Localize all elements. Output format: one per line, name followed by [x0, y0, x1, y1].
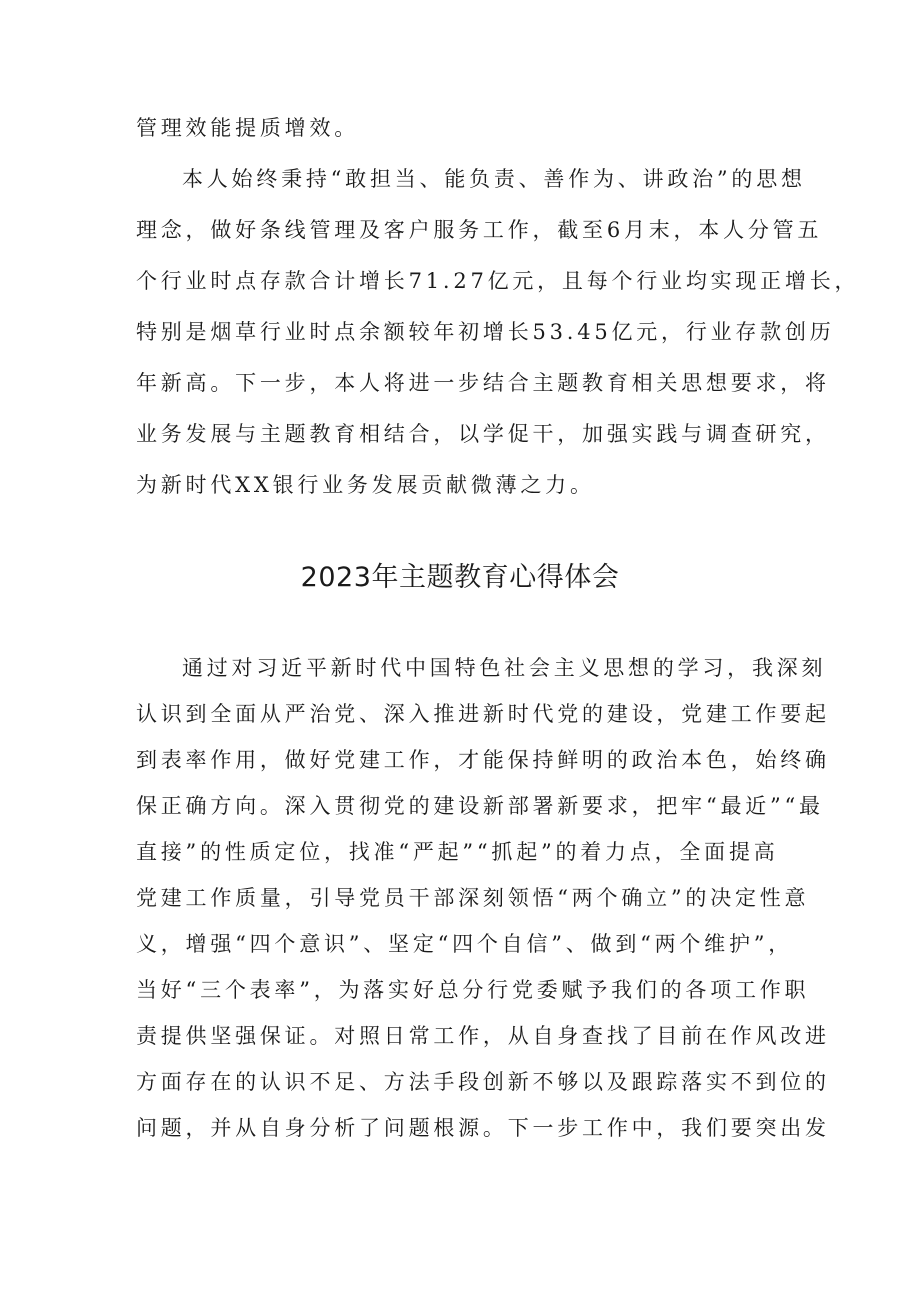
text-line: 理念，做好条线管理及客户服务工作，截至6月末，本人分管五: [136, 218, 823, 242]
text-line: 到表率作用，做好党建工作，才能保持鲜明的政治本色，始终确: [136, 748, 830, 772]
text-line: 直接”的性质定位，找准“严起”“抓起”的着力点，全面提高: [136, 840, 779, 864]
text-line: 通过对习近平新时代中国特色社会主义思想的学习，我深刻: [182, 656, 827, 680]
text-line: 方面存在的认识不足、方法手段创新不够以及跟踪落实不到位的: [136, 1070, 830, 1094]
text-line: 业务发展与主题教育相结合，以学促干，加强实践与调查研究，: [136, 422, 830, 446]
text-line: 问题，并从自身分析了问题根源。下一步工作中，我们要突出发: [136, 1116, 830, 1140]
text-line: 当好“三个表率”，为落实好总分行党委赋予我们的各项工作职: [136, 978, 810, 1002]
text-line: 特别是烟草行业时点余额较年初增长53.45亿元，行业存款创历: [136, 320, 835, 344]
page-title: 2023年主题教育心得体会: [300, 562, 620, 593]
text-line: 管理效能提质增效。: [136, 116, 360, 140]
text-line: 责提供坚强保证。对照日常工作，从自身查找了目前在作风改进: [136, 1024, 830, 1048]
text-line: 认识到全面从严治党、深入推进新时代党的建设，党建工作要起: [136, 702, 830, 726]
text-line: 义，增强“四个意识”、坚定“四个自信”、做到“两个维护”，: [136, 932, 794, 956]
text-line: 保正确方向。深入贯彻党的建设新部署新要求，把牢“最近”“最: [136, 794, 824, 818]
text-line: 本人始终秉持“敢担当、能负责、善作为、讲政治”的思想: [182, 167, 806, 191]
text-line: 党建工作质量，引导党员干部深刻领悟“两个确立”的决定性意: [136, 886, 810, 910]
text-line: 个行业时点存款合计增长71.27亿元，且每个行业均实现正增长，: [136, 269, 860, 293]
text-line: 年新高。下一步，本人将进一步结合主题教育相关思想要求，将: [136, 371, 830, 395]
text-line: 为新时代XX银行业务发展贡献微薄之力。: [136, 473, 595, 497]
